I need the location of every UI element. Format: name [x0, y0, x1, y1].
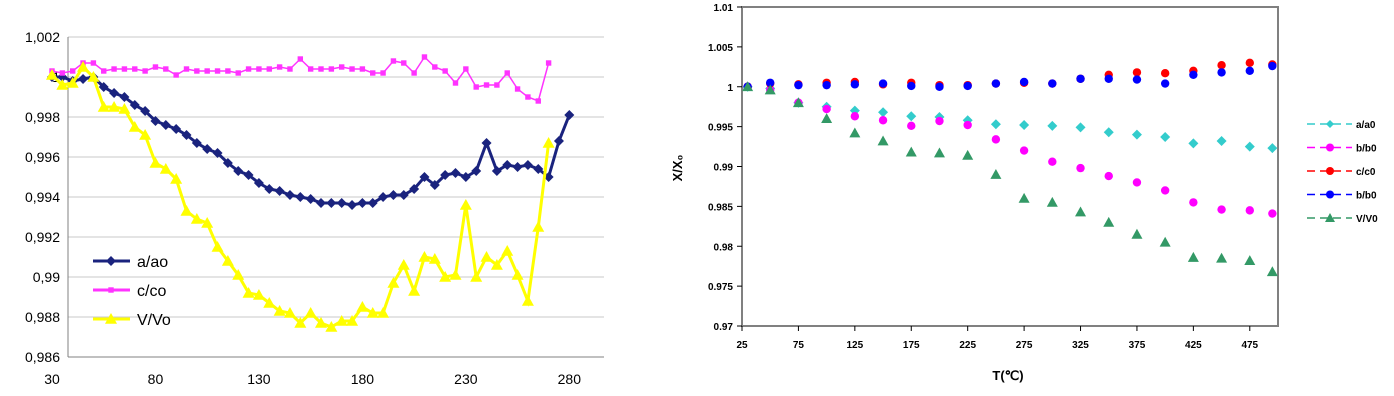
legend-label: a/ao — [137, 254, 169, 271]
data-point — [907, 82, 915, 90]
y-tick-label: 0,996 — [24, 149, 60, 165]
data-point — [1020, 78, 1028, 86]
data-point — [1246, 59, 1254, 67]
y-tick-label: 1.01 — [713, 3, 733, 14]
x-tick-label: 275 — [1015, 340, 1033, 351]
y-tick-label: 0,992 — [24, 229, 60, 245]
legend-label: V/Vo — [137, 312, 171, 329]
legend-label: b/b0 — [1356, 143, 1377, 155]
x-tick-label: 375 — [1128, 340, 1146, 351]
data-point — [1161, 69, 1169, 77]
y-tick-label: 0.995 — [707, 122, 733, 134]
legend-marker — [1326, 120, 1334, 128]
x-tick-label: 130 — [247, 371, 271, 387]
y-tick-label: 0,988 — [24, 309, 60, 325]
x-tick-label: 280 — [557, 371, 581, 387]
data-point — [1246, 67, 1254, 75]
x-tick-label: 75 — [792, 340, 804, 351]
data-point — [963, 121, 971, 129]
data-point — [1133, 68, 1141, 76]
legend-label: c/c0 — [1356, 167, 1376, 178]
data-point — [1076, 75, 1084, 83]
x-tick-label: 30 — [44, 371, 60, 387]
data-point — [935, 83, 943, 91]
data-point — [1161, 186, 1169, 194]
data-point — [879, 116, 887, 124]
x-tick-label: 425 — [1185, 340, 1202, 351]
legend-marker — [1326, 167, 1334, 175]
data-point — [1020, 146, 1028, 154]
data-point — [1105, 172, 1113, 180]
legend-marker — [1326, 191, 1334, 199]
x-tick-label: 225 — [959, 340, 977, 351]
legend-label: c/co — [137, 283, 167, 300]
y-tick-label: 0.97 — [713, 322, 733, 333]
x-tick-label: 125 — [846, 340, 864, 351]
data-point — [1189, 198, 1197, 206]
y-tick-label: 0.985 — [707, 202, 733, 214]
data-point — [1048, 79, 1056, 87]
data-point — [1268, 209, 1276, 217]
legend-marker — [1326, 144, 1334, 152]
legend-label: b/b0 — [1356, 190, 1377, 202]
x-axis-label: T(℃) — [992, 368, 1024, 383]
x-tick-label: 230 — [454, 371, 478, 387]
data-point — [1133, 75, 1141, 83]
x-tick-label: 325 — [1072, 340, 1089, 351]
plot-area — [742, 7, 1278, 326]
data-point — [907, 122, 915, 130]
data-point — [822, 81, 830, 89]
data-point — [1133, 178, 1141, 186]
data-point — [1217, 205, 1225, 213]
data-point — [992, 79, 1000, 87]
data-point — [992, 135, 1000, 143]
legend-label: V/V0 — [1356, 214, 1378, 225]
y-tick-label: 0.975 — [707, 282, 733, 294]
data-point — [1217, 68, 1225, 76]
data-point — [851, 80, 859, 88]
data-point — [851, 112, 859, 120]
data-point — [1105, 75, 1113, 83]
y-tick-label: 0.98 — [713, 242, 733, 254]
data-point — [935, 117, 943, 125]
data-point — [879, 79, 887, 87]
data-point — [794, 81, 802, 89]
data-point — [1076, 164, 1084, 172]
x-tick-label: 25 — [736, 340, 748, 351]
x-tick-label: 180 — [350, 371, 375, 387]
y-tick-label: 0.99 — [713, 162, 733, 174]
data-point — [1217, 61, 1225, 69]
data-point — [1246, 206, 1254, 214]
data-point — [822, 105, 830, 113]
data-point — [963, 82, 971, 90]
data-point — [1189, 71, 1197, 79]
data-point — [1161, 79, 1169, 87]
y-tick-label: 0,998 — [24, 109, 60, 125]
x-tick-label: 175 — [902, 340, 920, 351]
data-point — [1048, 158, 1056, 166]
y-tick-label: 0,99 — [32, 269, 60, 285]
y-tick-label: 0,994 — [24, 189, 60, 205]
y-tick-label: 1.005 — [707, 42, 733, 54]
data-point — [1268, 62, 1276, 70]
y-tick-label: 1,002 — [24, 29, 60, 45]
y-axis-label: X/X₀ — [670, 154, 685, 182]
x-tick-label: 80 — [147, 371, 164, 387]
y-tick-label: 0,986 — [24, 349, 60, 365]
x-tick-label: 475 — [1241, 340, 1259, 351]
legend-label: a/a0 — [1356, 120, 1376, 131]
y-tick-label: 1 — [727, 82, 733, 94]
legend — [1307, 120, 1378, 225]
